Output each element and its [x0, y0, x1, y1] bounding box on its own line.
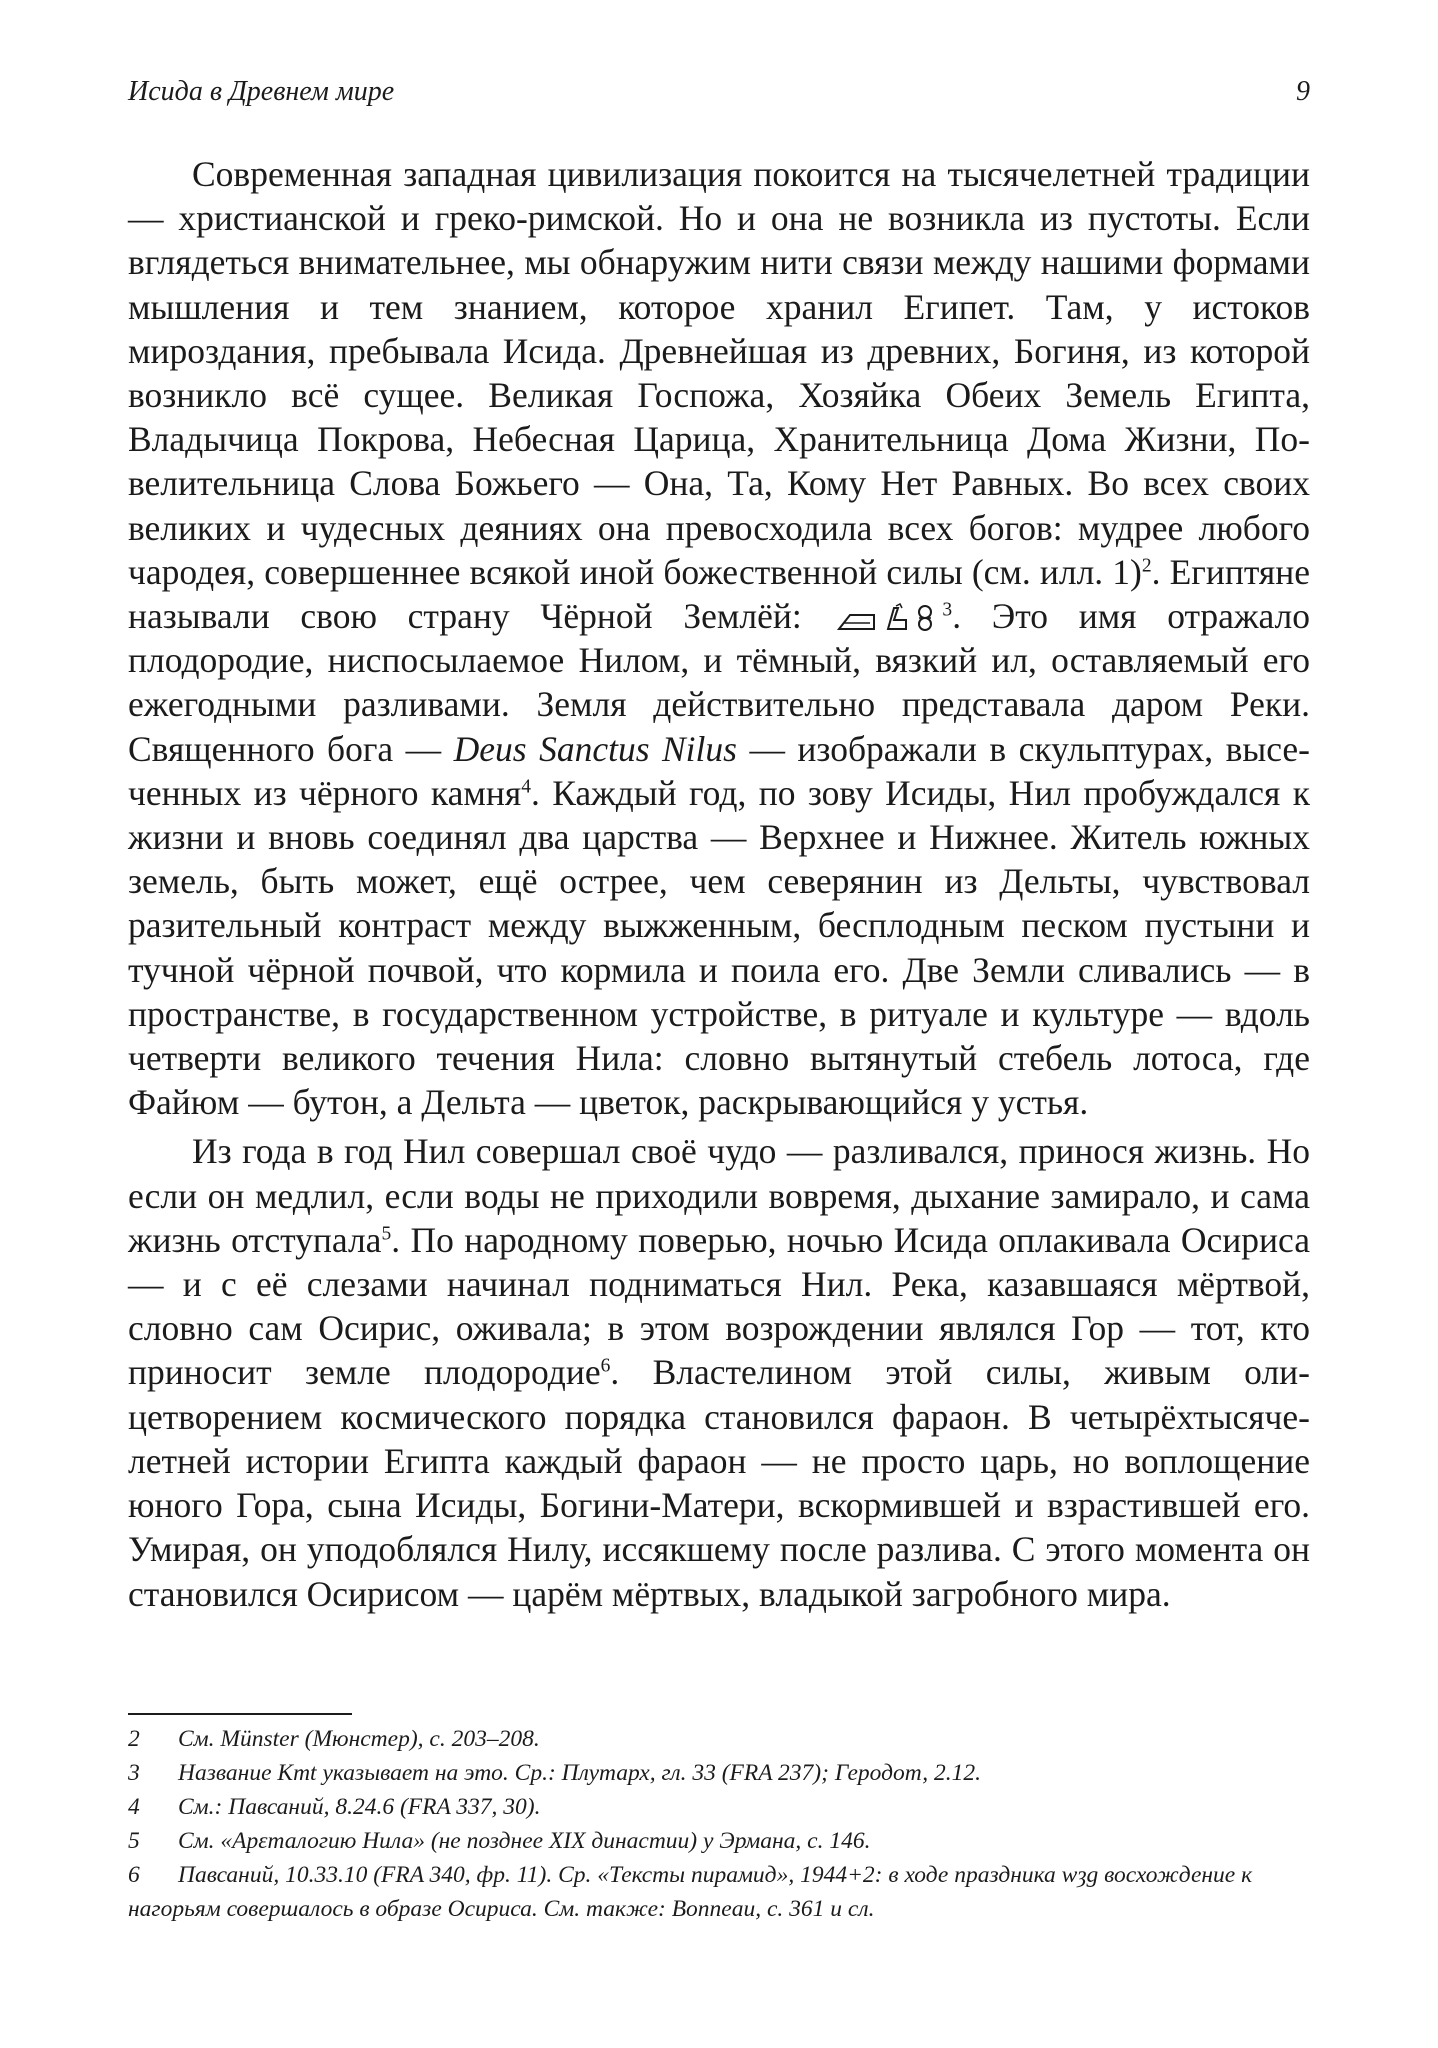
paragraph-1-text-b: . Египтяне называли свою страну Чёрной Землёй:	[128, 551, 1310, 637]
footnote-number: 2	[128, 1726, 140, 1752]
footnote-text: Павсаний, 10.33.10 (FRA 340, фр. 11). Ср. «Тексты пирамид», 1944+2: в ходе праздника wȝg восхождение к нагорьям совершалось в образе Осириса. См. также: Bonneau, с. 361 и сл.	[128, 1862, 1253, 1922]
main-text	[128, 152, 1310, 1616]
page-header	[128, 76, 1310, 116]
latin-phrase: Deus Sanctus Nilus	[453, 728, 737, 769]
footnote-number: 4	[128, 1794, 140, 1820]
footnote	[128, 1790, 1310, 1824]
hieroglyph-kmt-icon	[836, 602, 938, 632]
paragraph-2-text-a: Из года в год Нил совершал своё чудо — разливался, принося жизнь. Но если он медлил, если воды не приходили вовремя, дыхание замирало, и сама жизнь отступала	[128, 1131, 1310, 1260]
running-title: Исида в Древнем мире	[128, 76, 395, 107]
paragraph-1-text-e: . Каждый год, по зову Исиды, Нил пробуждался к жизни и вновь соединял два царства — Верхнее и Нижнее. Житель южных земель, быть может, ещё острее, чем северянин из Дельты, чувствовал разительный контраст между выжженным, бесплодным песком пустыни и тучной чёрной почвой, что кормила и поила его. Две Земли сливались — в пространстве, в государственном устройстве, в ритуале и культуре — вдоль четверти великого течения Нила: словно вытянутый стебель лотоса, где Файюм — бутон, а Дельта — цветок, раскрывающийся у устья.	[128, 772, 1310, 1123]
footnote-ref-3: 3	[942, 599, 953, 621]
footnote-number: 5	[128, 1828, 140, 1854]
paragraph-1-text-d: — изображали в скульптурах, высеченных из чёрного камня	[128, 728, 1310, 813]
footnote	[128, 1824, 1310, 1858]
paragraph-2-text-c: . Властелином этой силы, живым олицетворением космического порядка становился фараон. В четырёхтысячелетней истории Египта каждый фараон — не просто царь, но воплощение юного Гора, сына Исиды, Богини-Матери, вскормившей и взрастившей его. Умирая, он уподоблялся Нилу, иссякшему после разлива. С этого момента он становился Осирисом — царём мёртвых, владыкой загробного мира.	[128, 1352, 1310, 1614]
footnote-number: 3	[128, 1760, 140, 1786]
footnote-text: См. «Арεталогию Нила» (не позднее XIX династии) у Эрмана, с. 146.	[178, 1828, 871, 1854]
footnote-text: См.: Павсаний, 8.24.6 (FRA 337, 30).	[178, 1794, 541, 1820]
paragraph-1-text-a: Современная западная цивилизация покоится на тысячелетней традиции — христианской и греко-римской. Но и она не возникла из пустоты. Если вглядеться внимательнее, мы обнаружим нити связи между нашими формами мышления и тем знанием, которое хранил Египет. Там, у истоков мироздания, пребывала Исида. Древнейшая из древних, Богиня, из которой возникло всё сущее. Великая Госпожа, Хозяйка Обеих Земель Египта, Владычица Покрова, Небесная Царица, Хранительница Дома Жизни, Повелительница Слова Божьего — Она, Та, Кому Нет Равных. Во всех своих великих и чудесных деяниях она превосходила всех богов: мудрее любого чародея, совершеннее всякой иной божественной силы (см. илл. 1)	[128, 154, 1310, 592]
paragraph-2-text-b: . По народному поверью, ночью Исида оплакивала Осириса — и с её слезами начинал подниматься Нил. Река, казавшаяся мёртвой, словно сам Осирис, оживала; в этом возрождении являлся Гор — тот, кто приносит земле плодородие	[128, 1219, 1311, 1393]
footnote-text: См. Münster (Мюнстер), с. 203–208.	[178, 1726, 540, 1752]
footnote-ref-4: 4	[521, 776, 531, 798]
footnote-number: 6	[128, 1862, 140, 1888]
footnote-ref-5: 5	[381, 1223, 392, 1245]
footnote	[128, 1722, 1310, 1756]
footnote-separator	[128, 1713, 352, 1715]
footnote	[128, 1858, 1310, 1926]
page-number: 9	[1296, 76, 1310, 107]
footnote-ref-2: 2	[1141, 555, 1152, 577]
paragraph-1-text-c: . Это имя отражало плодородие, ниспосылаемое Нилом, и тёмный, вязкий ил, оставляемый его ежегодными разливами. Земля действительно представала даром Реки. Священного бога —	[128, 596, 1311, 769]
paragraph-1	[128, 152, 1310, 1124]
footnote-ref-6: 6	[600, 1355, 611, 1377]
footnote-text: Название Kmt указывает на это. Ср.: Плутарх, гл. 33 (FRA 237); Геродот, 2.12.	[178, 1760, 982, 1786]
footnotes	[128, 1722, 1310, 1926]
paragraph-2	[128, 1129, 1310, 1615]
footnote	[128, 1756, 1310, 1790]
